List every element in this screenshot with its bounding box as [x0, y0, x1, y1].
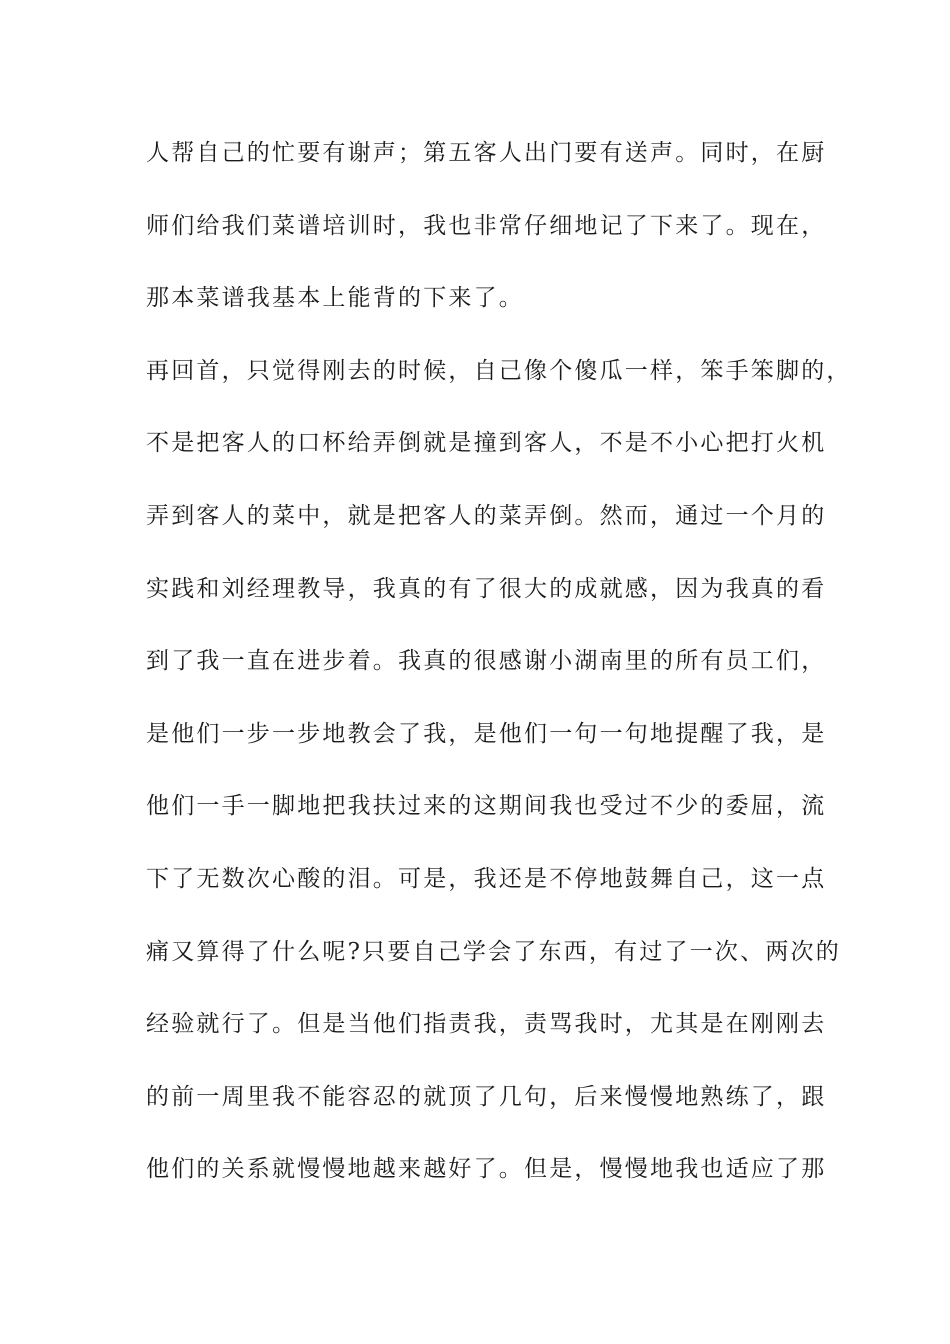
text-line: 是他们一步一步地教会了我，是他们一句一句地提醒了我，是: [146, 720, 827, 747]
text-line: 那本菜谱我基本上能背的下来了。: [146, 285, 524, 312]
text-line: 痛又算得了什么呢?只要自己学会了东西，有过了一次、两次的: [146, 938, 841, 965]
text-line: 他们的关系就慢慢地越来越好了。但是，慢慢地我也适应了那: [146, 1156, 827, 1183]
text-line: 师们给我们菜谱培训时，我也非常仔细地记了下来了。现在，: [146, 212, 827, 239]
text-line: 实践和刘经理教导，我真的有了很大的成就感，因为我真的看: [146, 575, 827, 602]
text-line: 的前一周里我不能容忍的就顶了几句，后来慢慢地熟练了，跟: [146, 1083, 827, 1110]
body-text: [146, 128, 852, 1217]
text-line: 人帮自己的忙要有谢声；第五客人出门要有送声。同时，在厨: [146, 140, 827, 166]
text-line: 不是把客人的口杯给弄倒就是撞到客人，不是不小心把打火机: [146, 430, 827, 457]
text-line: 到了我一直在进步着。我真的很感谢小湖南里的所有员工们，: [146, 648, 827, 675]
text-line: 再回首，只觉得刚去的时候，自己像个傻瓜一样，笨手笨脚的，: [146, 357, 852, 384]
text-line: 他们一手一脚地把我扶过来的这期间我也受过不少的委屈，流: [146, 793, 827, 820]
text-line: 弄到客人的菜中，就是把客人的菜弄倒。然而，通过一个月的: [146, 502, 827, 529]
text-line: 经验就行了。但是当他们指责我，责骂我时，尤其是在刚刚去: [146, 1011, 827, 1038]
text-line: 下了无数次心酸的泪。可是，我还是不停地鼓舞自己，这一点: [146, 865, 827, 892]
